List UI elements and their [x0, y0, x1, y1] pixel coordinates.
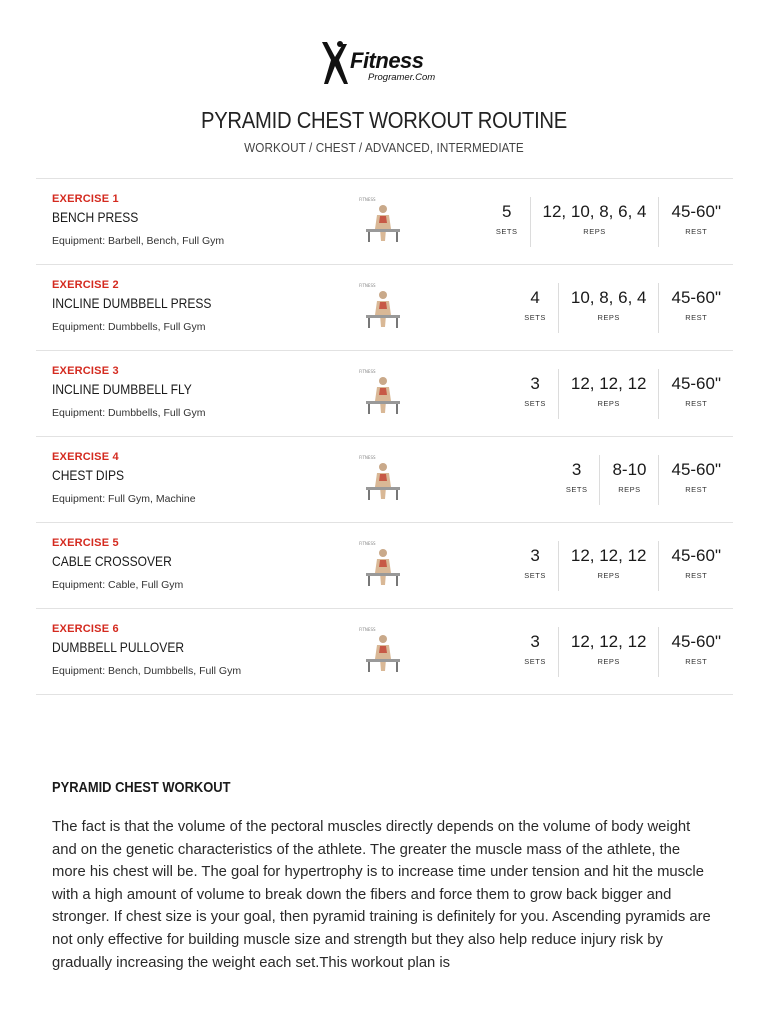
reps-value: 12, 10, 8, 6, 4 [542, 202, 647, 221]
rest-label: REST [685, 313, 708, 322]
sets-label: SETS [524, 657, 546, 666]
exercise-number: EXERCISE 3 [52, 365, 119, 377]
exercise-stats [512, 351, 733, 436]
page-title: PYRAMID CHEST WORKOUT ROUTINE [200, 107, 568, 133]
svg-text:FITNESS: FITNESS [359, 197, 376, 202]
exercise-number: EXERCISE 2 [52, 279, 119, 291]
sets-value: 3 [530, 546, 540, 565]
rest-label: REST [685, 571, 708, 580]
exercise-stats [512, 523, 733, 608]
svg-text:FITNESS: FITNESS [359, 455, 376, 460]
exercise-number: EXERCISE 6 [52, 623, 119, 635]
exercise-row[interactable] [36, 437, 733, 523]
brand-subtitle: Programer.Com [368, 72, 436, 83]
exercise-row[interactable] [36, 351, 733, 437]
exercise-row[interactable] [36, 523, 733, 609]
exercise-equipment: Equipment: Cable, Full Gym [52, 579, 184, 591]
exercise-name[interactable]: CABLE CROSSOVER [52, 553, 172, 569]
reps-value: 10, 8, 6, 4 [570, 288, 647, 307]
cable-crossover-icon[interactable] [358, 539, 408, 589]
rest-stat [658, 541, 733, 591]
reps-label: REPS [618, 485, 641, 494]
sets-stat [512, 369, 558, 419]
reps-label: REPS [583, 227, 606, 236]
reps-stat [599, 455, 658, 505]
sets-stat [512, 541, 558, 591]
bench-press-icon[interactable] [358, 195, 408, 245]
rest-value: 45-60" [671, 288, 721, 307]
rest-label: REST [685, 399, 708, 408]
exercise-stats [512, 265, 733, 350]
exercise-number: EXERCISE 1 [52, 193, 119, 205]
exercise-name[interactable]: BENCH PRESS [52, 209, 139, 225]
svg-text:FITNESS: FITNESS [359, 627, 376, 632]
rest-value: 45-60" [671, 202, 721, 221]
exercise-number: EXERCISE 4 [52, 451, 119, 463]
dumbbell-pullover-icon[interactable] [358, 625, 408, 675]
svg-text:FITNESS: FITNESS [359, 541, 376, 546]
rest-stat [658, 197, 733, 247]
svg-text:FITNESS: FITNESS [359, 369, 376, 374]
reps-stat [558, 283, 659, 333]
exercise-stats [512, 609, 733, 694]
exercise-equipment: Equipment: Barbell, Bench, Full Gym [52, 235, 225, 247]
exercise-equipment: Equipment: Bench, Dumbbells, Full Gym [52, 665, 242, 677]
rest-label: REST [685, 227, 708, 236]
reps-value: 12, 12, 12 [570, 546, 647, 565]
reps-label: REPS [597, 657, 620, 666]
sets-stat [512, 283, 558, 333]
incline-fly-icon[interactable] [358, 367, 408, 417]
exercise-row[interactable] [36, 609, 733, 695]
svg-text:FITNESS: FITNESS [359, 283, 376, 288]
sets-value: 3 [530, 374, 540, 393]
sets-stat [484, 197, 530, 247]
exercise-row[interactable] [36, 265, 733, 351]
chest-dips-icon[interactable] [358, 453, 408, 503]
sets-value: 3 [530, 632, 540, 651]
incline-press-icon[interactable] [358, 281, 408, 331]
rest-stat [658, 369, 733, 419]
reps-value: 8-10 [612, 460, 647, 479]
exercise-number: EXERCISE 5 [52, 537, 119, 549]
exercise-name[interactable]: DUMBBELL PULLOVER [52, 639, 185, 655]
reps-label: REPS [597, 399, 620, 408]
section-heading: PYRAMID CHEST WORKOUT [52, 779, 231, 796]
exercise-equipment: Equipment: Dumbbells, Full Gym [52, 407, 206, 419]
sets-stat [554, 455, 600, 505]
exercise-equipment: Equipment: Full Gym, Machine [52, 493, 196, 505]
sets-label: SETS [565, 485, 588, 494]
exercise-equipment: Equipment: Dumbbells, Full Gym [52, 321, 206, 333]
sets-label: SETS [524, 571, 546, 580]
sets-label: SETS [524, 313, 546, 322]
exercise-row[interactable] [36, 179, 733, 265]
reps-stat [558, 627, 659, 677]
sets-value: 3 [571, 460, 582, 479]
rest-stat [658, 283, 733, 333]
rest-stat [658, 455, 733, 505]
rest-value: 45-60" [671, 632, 721, 651]
reps-stat [558, 541, 659, 591]
exercise-name[interactable]: INCLINE DUMBBELL FLY [52, 381, 192, 397]
exercise-table [36, 178, 733, 695]
reps-value: 12, 12, 12 [570, 632, 647, 651]
exercise-stats [554, 437, 733, 522]
sets-label: SETS [495, 227, 518, 236]
reps-stat [558, 369, 659, 419]
exercise-name[interactable]: CHEST DIPS [52, 467, 125, 483]
brand-logo[interactable] [318, 40, 458, 86]
sets-value: 4 [530, 288, 540, 307]
rest-stat [658, 627, 733, 677]
reps-label: REPS [597, 571, 620, 580]
sets-value: 5 [501, 202, 512, 221]
brand-name: Fitness [350, 48, 424, 73]
reps-value: 12, 12, 12 [570, 374, 647, 393]
rest-value: 45-60" [671, 460, 721, 479]
section-body-text: The fact is that the volume of the pectoral muscles directly depends on the volume of body weight and on the genetic characteristics of the athlete. The greater the muscle mass of the athlete, the more his chest will be. The goal for hypertrophy is to increase time under tension and hit the muscle with a high amount of volume to break down the fibers and force them to grow back bigger and stronger. If chest size is your goal, then pyramid training is definitely for you. Ascending pyramids are not only effective for building muscle size and strength but they also help reduce injury risk by gradually increasing the weight each set.This workout plan is [52, 819, 711, 971]
rest-label: REST [685, 657, 708, 666]
exercise-name[interactable]: INCLINE DUMBBELL PRESS [52, 295, 212, 311]
rest-label: REST [685, 485, 708, 494]
reps-label: REPS [597, 313, 620, 322]
sets-stat [512, 627, 558, 677]
sets-label: SETS [524, 399, 546, 408]
breadcrumb: WORKOUT / CHEST / ADVANCED, INTERMEDIATE [244, 140, 524, 155]
exercise-stats [484, 179, 733, 264]
rest-value: 45-60" [671, 374, 721, 393]
rest-value: 45-60" [671, 546, 721, 565]
athlete-logo-icon [318, 40, 352, 86]
reps-stat [530, 197, 659, 247]
